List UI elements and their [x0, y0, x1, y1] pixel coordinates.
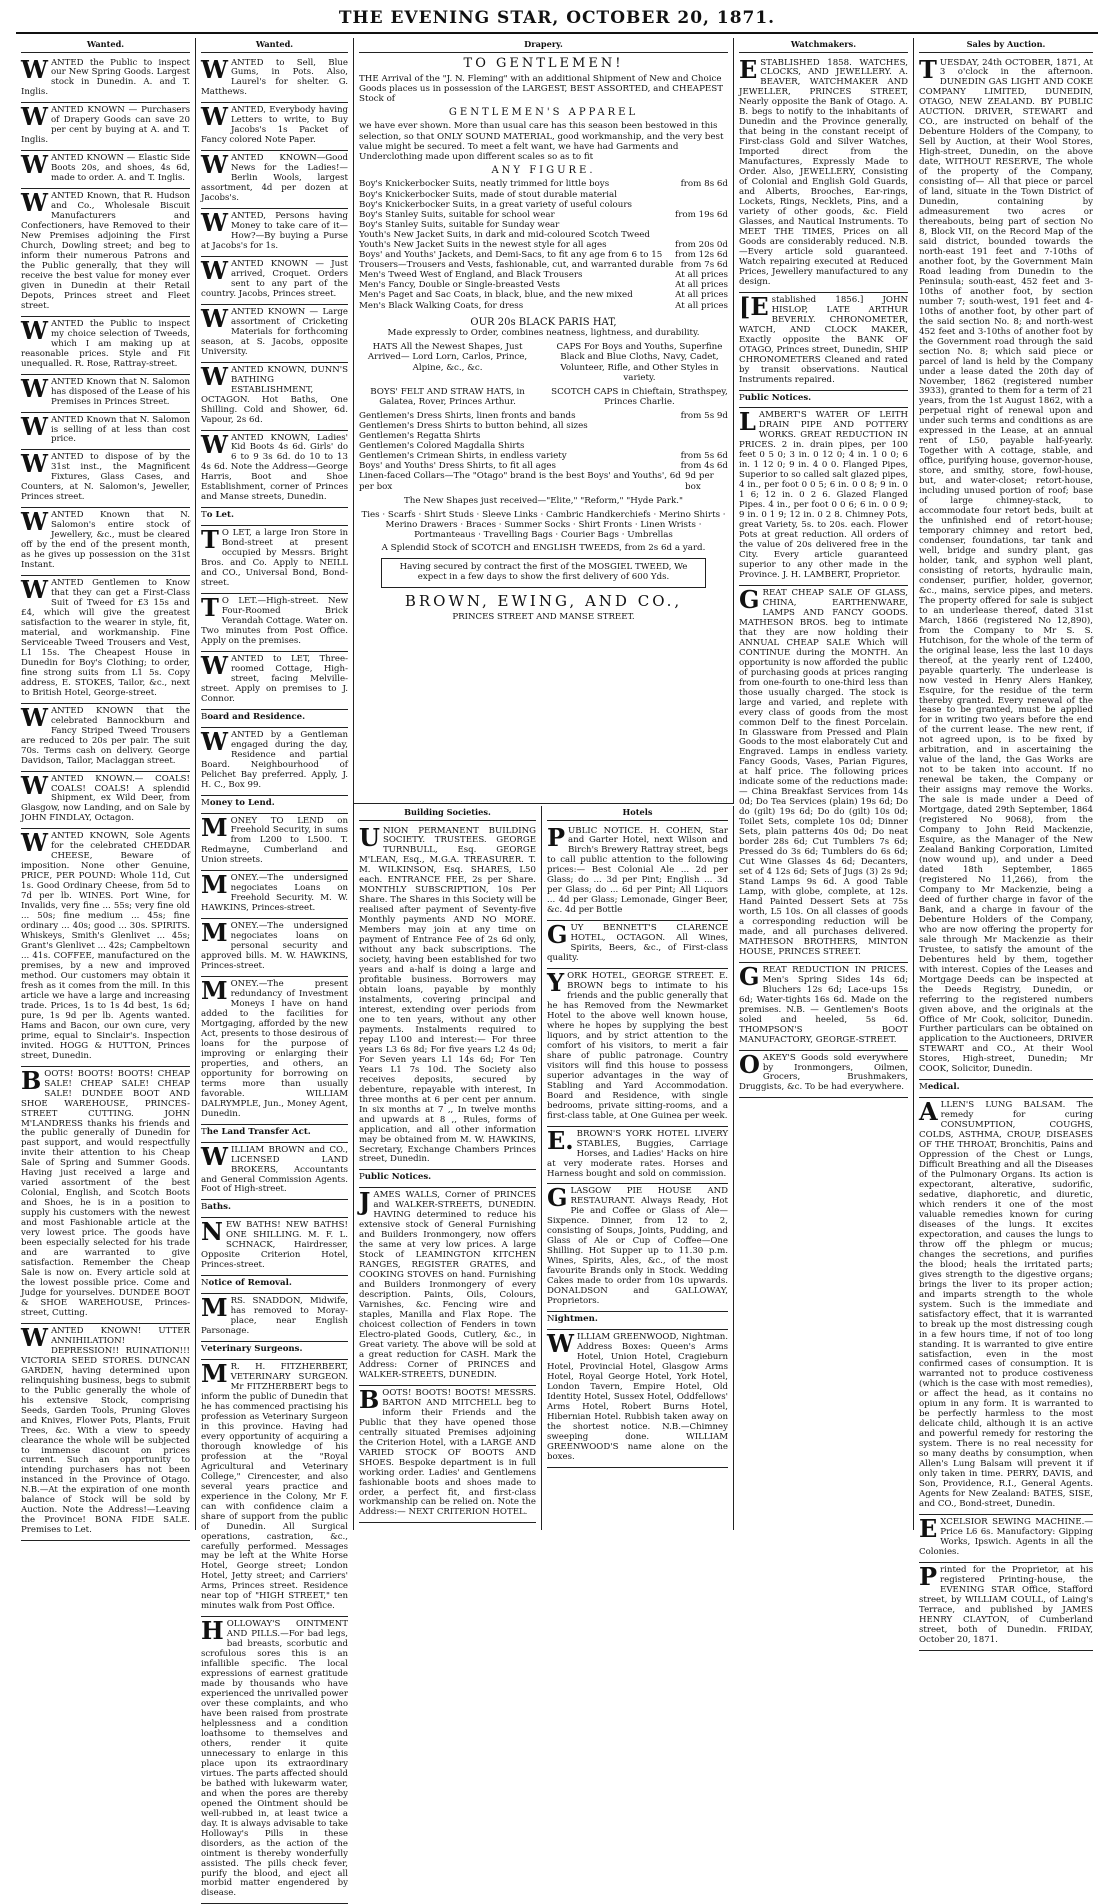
- advertisement: [547, 969, 728, 1127]
- advertisement: [21, 704, 190, 772]
- advertisement-text: [Established 1856.] JOHN HISLOP, LATE ARTHUR BEVERLY. CHRONOMETER, WATCH, AND CLOCK MAKER, Exactly opposite the BANK OF OTAGO, Princes street, Dunedin, SHIP CHRONOMETERS Cleaned and rated by transit observations. Nautical Instruments repaired.: [739, 291, 908, 385]
- column-heading: Wanted.: [201, 40, 348, 53]
- advertisement: [201, 363, 348, 431]
- shirt-row: [359, 451, 728, 461]
- advertisement: [547, 1184, 728, 1312]
- advertisement-text: Baths.: [201, 1202, 231, 1213]
- column-heading: Hotels: [547, 808, 728, 821]
- felt-scotch-row: [359, 387, 728, 407]
- advertisement-text: GREAT REDUCTION IN PRICES. Men's Spring Sides 14s 6d; Bluchers 12s 6d; Lace-ups 15s 6d; Water-tights 16s 6d. Made on the premises. N.B. — Gentlemen's Boots soled and heeled, 5s 6d. THOMPSON'S BOOT MANUFACTORY, GEORGE-STREET.: [739, 961, 908, 1045]
- scotch-caps-block: SCOTCH CAPS in Chieftain, Strathspey, Princes Charlie.: [551, 386, 728, 407]
- item-price: from 12s 6d: [675, 250, 728, 261]
- price-row: [359, 290, 728, 300]
- advertisement: [359, 824, 536, 1171]
- advertisement-text: Printed for the Proprietor, at his registered Printing-house, the EVENING STAR Office, Stafford street, by WILLIAM COULL, of Laing's Terrace, and published by JAMES HENRY CLAYTON, of Cumberland street, both of Dunedin. FRIDAY, October 20, 1871.: [919, 1561, 1093, 1645]
- advertisement-text: GUY BENNETT'S CLARENCE HOTEL, OCTAGON. All Wines, Spirits, Beers, &c., of First-class quality.: [547, 920, 728, 964]
- mosgiel-tweed-box: Having secured by contract the first of the MOSGIEL TWEED, We expect in a few days to show the first delivery of 600 Yds.: [381, 558, 706, 588]
- item-price: from 5s 9d: [680, 410, 728, 421]
- drapery-title: TO GENTLEMEN!: [463, 55, 624, 71]
- price-row: [359, 240, 728, 250]
- item-name: Linen-faced Collars—The "Otago" brand is the best Boys' and Youths', 6d per box: [359, 471, 681, 492]
- hats-block: HATS All the Newest Shapes, Just Arrived— Lord Lorn, Carlos, Prince, Alpine, &c., &c.: [367, 342, 528, 373]
- advertisement-text: The Land Transfer Act.: [201, 1126, 311, 1137]
- advertisement: [547, 1312, 728, 1330]
- shirt-row: [359, 441, 728, 451]
- advertisement: [201, 103, 348, 151]
- advertisement-text: MR. H. FITZHERBERT, VETERINARY SURGEON. Mr FITZHERBERT begs to inform the public of Dunedin that he has commenced practising his profession as Veterinary Surgeon in this province. Having had every opportunity of acquiring a thorough knowledge of his profession at the "Royal Agricultural and Veterinary College," Cirencester, and also several years practice and experience in the Colony, Mr F. can with confidence claim a share of support from the public of Dunedin. All Surgical operations, castration, &c., carefully performed. Messages may be left at the White Horse Hotel, George street; London Hotel, Jetty street; and Carriers' Arms, Princes street. Residence near top of "HIGH STREET," ten minutes walk from Post Office.: [201, 1359, 348, 1612]
- advertisement-text: WANTED to dispose of by the 31st inst., the Magnificent Fixtures, Glass Cases, and Counters, at N. Salomon's, Jeweller, Princes street.: [21, 449, 190, 503]
- shirt-row: [359, 461, 728, 471]
- column-4: [354, 806, 542, 1530]
- advertisement: [739, 391, 908, 409]
- advertisement-text: WANTED KNOWN, Sole Agents for the celebrated CHEDDAR CHEESE, Beware of imposition. None other Genuine, PRICE, PER POUND: Whole 11d, Cut 1s. Good Ordinary Cheese, from 5d to 7d per lb. WINES. Port Wine, for Invalids, very fine ... 55s; very fine old ... 50s; fine medium ... 45s; fine ordinary ... 40s; good ... 30s. SPIRITS. Whiskeys, Smith's Glenlivet ... 45s; Grant's Glenlivet ... 42s; Campbeltown ... 41s. COFFEE, manufactured on the premises, by a new and improved method. Our customers may obtain it fresh as it comes from the mill. In this article we have a large and increasing trade. Prices, 1s to 1s 4d best, 1s 6d; pure, 1s 9d per lb. Agents wanted. Hams and Bacon, our own cure, very prime, equal to Sinclair's. Inspection invited. HOGG & HUTTON, Princes street, Dunedin.: [21, 828, 190, 1061]
- caps-block: CAPS For Boys and Youths, Superfine Black and Blue Cloths, Navy, Cadet, Volunteer, Rifle, and Other Styles in variety.: [556, 342, 723, 383]
- advertisement: [201, 1200, 348, 1218]
- advertisement: [739, 963, 908, 1051]
- price-row: [359, 230, 728, 240]
- price-row: [359, 210, 728, 220]
- item-name: Gentlemen's Crimean Shirts, in endless variety: [359, 451, 567, 462]
- advertisement-text: WANTED KNOWN — Large assortment of Cricketing Materials for forthcoming season, at S. Jacobs, opposite University.: [201, 303, 348, 357]
- price-row: [359, 179, 728, 189]
- advertisement-text: WANTED KNOWN, DUNN'S BATHING ESTABLISHMENT, OCTAGON. Hot Baths, One Shilling. Cold and Shower, 6d. Vapour, 2s 6d.: [201, 361, 348, 425]
- item-name: Boy's Stanley Suits, suitable for Sunday wear: [359, 219, 560, 230]
- advertisement: [201, 1276, 348, 1294]
- advertisement-text: Money to Lend.: [201, 797, 275, 808]
- advertisement: [201, 594, 348, 652]
- price-row: [359, 260, 728, 270]
- item-name: Boy's Stanley Suits, suitable for school wear: [359, 209, 555, 220]
- item-name: Gentlemen's Dress Shirts to button behind, all sizes: [359, 421, 588, 431]
- column-5: [542, 806, 734, 1530]
- column-3: [354, 38, 734, 804]
- advertisement: [201, 431, 348, 509]
- advertisement: [919, 1515, 1093, 1563]
- advertisement-text: WILLIAM GREENWOOD, Nightman. Address Boxes: Queen's Arms Hotel, Union Hotel, Cragieburn Hotel, Provincial Hotel, Glasgow Arms Hotel, Royal George Hotel, York Hotel, London Tavern, Empire Hotel, Old Identity Hotel, Sussex Hotel, Oddfellows' Arms Hotel, Robert Burns Hotel, Hibernian Hotel. Rubbish taken away on the shortest notice. N.B.—Chimney sweeping done. WILLIAM GREENWOOD'S name alone on the boxes.: [547, 1329, 728, 1462]
- advertisement: [201, 1125, 348, 1143]
- advertisement-text: To Let.: [201, 510, 234, 521]
- item-name: Boy's Knickerbocker Suits, in a great variety of useful colours: [359, 199, 632, 210]
- advertisement-text: WANTED the Public to inspect our New Spring Goods. Largest stock in Dunedin. A. and T. Inglis.: [21, 54, 190, 98]
- advertisement: [201, 56, 348, 104]
- item-name: Youth's New Jacket Suits, in dark and mid-coloured Scotch Tweed: [359, 229, 650, 240]
- advertisement: [201, 796, 348, 814]
- advertisement-text: WANTED KNOWN! UTTER ANNIHILATION! DEPRESSION!! RUINATION!!! VICTORIA SEED STORES. DUNCAN GARDEN, having determined upon relinquishing business, begs to submit to the Public generally the whole of his extensive Stock, comprising Seeds, Garden Tools, Pruning Gloves and Knives, Flower Pots, Plants, Fruit Trees, &c. With a view to speedy clearance the whole will be subjected to immense discount on prices current. Such an opportunity to intending purchasers has not been instanced in the Province of Otago. N.B.—At the expiration of one month balance of Stock will be sold by Auction. Note the Address!—Leaving the Province! BONA FIDE SALE. Premises to Let.: [21, 1322, 190, 1536]
- advertisement-text: Medical.: [919, 1082, 960, 1093]
- advertisement-text: TO LET.—High-street. New Four-Roomed Brick Verandah Cottage. Water on. Two minutes from Post Office. Apply on the premises.: [201, 593, 348, 646]
- advertisement: [201, 652, 348, 710]
- drapery-intro-2: we have ever shown. More than usual care has this season been bestowed in this selection, so that ONLY SOUND MATERIAL, good workmanship, and the very best value might be secured. To meet a felt want, we have had Garments and Underclothing made upon different scales so as to fit: [359, 121, 724, 162]
- advertisement: [359, 1170, 536, 1188]
- shirt-row: [359, 471, 728, 491]
- item-name: Boy's Knickerbocker Suits, made of stout durable material: [359, 189, 617, 200]
- advertisement-text: WANTED KNOWN that the celebrated Bannockburn and Fancy Striped Tweed Trousers are reduced to 20s per pair. The suit 70s. Terms cash on delivery. George Davidson, Tailor, Maclaggan street.: [21, 702, 190, 766]
- advertisement-text: WANTED KNOWN — Purchasers of Drapery Goods can save 20 per cent by buying at A. and T. Inglis.: [21, 102, 190, 146]
- item-name: Men's Paget and Sac Coats, in black, blue, and the new mixed: [359, 290, 633, 301]
- hats-caps-row: [359, 342, 728, 382]
- advertisement: [21, 317, 190, 375]
- advertisement: [919, 56, 1093, 1081]
- advertisement: [739, 586, 908, 963]
- price-row: [359, 280, 728, 290]
- item-name: Youth's New Jacket Suits in the newest style for all ages: [359, 240, 607, 250]
- advertisement-text: MRS. SNADDON, Midwife, has removed to Moray-place, near English Parsonage.: [201, 1293, 348, 1337]
- advertisement-text: OAKEY'S Goods sold everywhere by Ironmongers, Oilmen, Grocers, Brushmakers, Druggists, &c. To be had everywhere.: [739, 1049, 908, 1093]
- advertisement-text: WANTED by a Gentleman engaged during the day, Residence and partial Board. Neighbourhood of Pelichet Bay preferred. Apply, J. H. C., Box 99.: [201, 726, 348, 790]
- advertisement-text: Notice of Removal.: [201, 1278, 292, 1289]
- advertisement-text: Nightmen.: [547, 1314, 598, 1325]
- advertisement: [547, 921, 728, 969]
- advertisement-text: Public Notices.: [359, 1172, 432, 1183]
- advertisement-text: GLASGOW PIE HOUSE AND RESTAURANT. Always Ready, Hot Pie and Coffee or Glass of Ale—Sixpence. Dinner, from 12 to 2, consisting of Soups, Joints, Pudding, and Glass of Ale or Cup of Coffee—One Shilling. Hot Supper up to 11.30 p.m. Wines, Spirits, Ales, &c., of the most favourite Brands only in Stock. Wedding Cakes made to order from 10s upwards. DONALDSON and GALLOWAY, Proprietors.: [547, 1183, 728, 1307]
- item-price: At all prices: [675, 290, 728, 301]
- price-row: [359, 200, 728, 210]
- advertisement-text: YORK HOTEL, GEORGE STREET. E. BROWN begs to intimate to his friends and the public generally that he has Removed from the Newmarket Hotel to the above well known house, where he hopes by supplying the best liquors, and by strict attention to the comfort of his visitors, to merit a fair share of public patronage. Country visitors will find this house to possess superior advantages in the way of Stabling and Yard Accommodation. Board and Residence, with single bedrooms, private sitting-rooms, and a first-class table, at One Guinea per week.: [547, 968, 728, 1121]
- advertisement: [201, 1294, 348, 1342]
- item-name: Trousers—Trousers and Vests, fashionable, cut, and warranted durable: [359, 260, 674, 271]
- advertisement-text: WANTED, Everybody having Letters to write, to Buy Jacobs's 1s Packet of Fancy colored Note Paper.: [201, 102, 348, 146]
- advertisement: [201, 1342, 348, 1360]
- boys-felt-block: BOYS' FELT AND STRAW HATS, in Galatea, Rover, Princes Arthur.: [370, 386, 525, 407]
- advertisement: [547, 1127, 728, 1185]
- price-row: [359, 301, 728, 311]
- advertisement: [21, 1067, 190, 1324]
- advertisement: [739, 408, 908, 585]
- item-name: Gentlemen's Regatta Shirts: [359, 431, 481, 442]
- advertisement: [201, 257, 348, 305]
- advertisement-text: WANTED KNOWN — Elastic Side Boots 20s, and shoes, 4s 6d, made to order. A. and T. Inglis.: [21, 150, 190, 184]
- advertisement-text: JAMES WALLS, Corner of PRINCES and WALKER-STREETS, DUNEDIN. HAVING determined to reduce his extensive stock of General Furnishing and Builders Ironmongery, now offers the same at very low prices. A large Stock of LEAMINGTON KITCHEN RANGES, REGISTER GRATES, and COOKING STOVES on hand. Furnishing and Builders Ironmongery of every description. Paints, Oils, Colours, Varnishes, &c. Fencing wire and staples, Manilla and Flax Rope. The choicest collection of Fenders in town Electro-plated Goods, Cutlery, &c., in Great variety. The above will be sold at a great reduction for CASH. Mark the Address: Corner of PRINCES and WALKER-STREETS, DUNEDIN.: [359, 1187, 536, 1380]
- advertisement-text: MONEY.—The undersigned negociates Loans on Freehold Security. M. W. HAWKINS, Princes-street.: [201, 870, 348, 914]
- advertisement: [201, 814, 348, 872]
- advertisement-text: WANTED Known that N. Salomon's entire stock of Jewellery, &c., must be cleared off by the end of the present month, as he gives up possession on the 31st Instant.: [21, 507, 190, 571]
- advertisement-text: Public Notices.: [739, 392, 812, 403]
- advertisement: [201, 919, 348, 977]
- drapery-subtitle-2: ANY FIGURE.: [491, 164, 596, 176]
- advertisement: [919, 1098, 1093, 1515]
- advertisement-text: MONEY.—The undersigned negociates loans on personal security and approved bills. M. W. HAWKINS, Princes-street.: [201, 918, 348, 972]
- advertisement: [201, 1143, 348, 1201]
- advertisement: [21, 375, 190, 413]
- price-row: [359, 270, 728, 280]
- advertisement: [359, 1188, 536, 1385]
- column-2: [196, 38, 354, 1899]
- advertisement-text: WILLIAM BROWN and CO., LICENSED LAND BROKERS, Accountants and General Commission Agents. Foot of High-street.: [201, 1141, 348, 1195]
- firm-name: BROWN, EWING, AND CO.,: [404, 592, 683, 611]
- advertisement: [547, 824, 728, 922]
- column-7: [914, 38, 1098, 1645]
- item-name: Gentlemen's Dress Shirts, linen fronts and bands: [359, 410, 576, 421]
- item-name: Boy's Knickerbocker Suits, neatly trimmed for little boys: [359, 179, 610, 190]
- item-price: At all prices: [675, 270, 728, 281]
- item-price: from 19s 6d: [675, 209, 728, 220]
- item-name: Men's Tweed West of England, and Black Trousers: [359, 270, 583, 281]
- shirt-row: [359, 411, 728, 421]
- advertisement-text: MONEY TO LEND on Freehold Security, in sums from L200 to L500. T. Redmayne, Cumberland and Union streets.: [201, 812, 348, 866]
- advertisement: [21, 1324, 190, 1541]
- masthead: THE EVENING STAR, OCTOBER 20, 1871.: [338, 8, 776, 28]
- advertisement: [201, 871, 348, 919]
- advertisement-text: WANTED KNOWN.— COALS! COALS! COALS! A splendid Shipment, ex Wild Deer, from Glasgow, now Landing, and on Sale by JOHN FINDLAY, Octagon.: [21, 770, 190, 824]
- masthead-rule: [16, 32, 1098, 34]
- item-price: from 20s 0d: [675, 240, 728, 250]
- shirt-row: [359, 431, 728, 441]
- advertisement-text: WANTED Known that N. Salomon is selling of at less than cost price.: [21, 411, 190, 445]
- advertisement-text: WANTED to Sell, Blue Gums, in Pots. Also, Laurel's for shelter. G. Matthews.: [201, 54, 348, 98]
- advertisement: [21, 56, 190, 104]
- item-price: from 8s 6d: [680, 179, 728, 190]
- advertisement: [919, 1080, 1093, 1098]
- drapery-subtitle: GENTLEMEN'S APPAREL: [448, 106, 639, 118]
- advertisement-text: ALLEN'S LUNG BALSAM. The remedy for curing CONSUMPTION, COUGHS, COLDS, ASTHMA, CROUP, DISEASES OF THE THROAT, Bronchitis, Pains and Oppression of the Chest or Lungs, Difficult Breathing and all the Diseases of the Pulmonary Organs. Its action is expectorant, alterative, sudorific, sedative, diaphoretic, and diuretic, which renders it one of the most valuable remedies known for curing diseases of the lungs. It excites expectoration, and causes the lungs to throw off the phlegm or mucus; changes the secretions, and purifies the blood; heals the irritated parts; gives strength to the digestive organs; brings the liver to its proper action; and imparts strength to the whole system. Such is the immediate and satisfactory effect, that it is warranted to break up the most distressing cough in a few hours time, if not of too long standing. It is warranted to give entire satisfaction, even in the most confirmed cases of consumption. It is warranted not to produce costiveness (which is the case with most remedies), or affect the head, as it contains no opium in any form. It is warranted to be perfectly harmless to the most delicate child, although it is an active and powerful remedy for restoring the system. There is no real necessity for so many deaths by consumption, when Allen's Lung Balsam will prevent it if only taken in time. PERRY, DAVIS, and Son, Providence, R.I., General Agents. Agents for New Zealand: BATES, SISE, and CO., Bond-street, Dunedin.: [919, 1097, 1093, 1510]
- advertisement-text: WANTED KNOWN, Ladies' Kid Boots 4s 6d. Girls' do 6 to 9 3s 6d. do 10 to 13 4s 6d. Note the Address—George Harris, Boot and Shoe Establishment, corner of Princes and Manse streets, Dunedin.: [201, 429, 348, 503]
- price-row: [359, 190, 728, 200]
- advertisement-text: WANTED KNOWN — Just arrived, Croquet. Orders sent to any part of the country. Jacobs, Princes street.: [201, 255, 348, 299]
- advertisement: [739, 293, 908, 391]
- advertisement-text: TUESDAY, 24th OCTOBER, 1871, At 3 o'clock in the afternoon. DUNEDIN GAS LIGHT AND COKE COMPANY LIMITED, DUNEDIN, OTAGO, NEW ZEALAND. BY PUBLIC AUCTION. DRIVER, STEWART and CO., are instructed on behalf of the Debenture Holders of the Company, to Sell by Auction, at their Wool Stores, High-street, Dunedin, on the above date, WITHOUT RESERVE, The whole of the property of the Company, consisting of— All that piece or parcel of land, situate in the Town District of Dunedin, containing by admeasurement two acres or thereabouts, being part of section No 8, Block VII, on the Record Map of the said district, bounded towards the north-east 191 feet and 7-10ths of another foot, by the Government Main Road leading from Dunedin to the Peninsula; south-east, 452 feet and 3-10ths of another foot, by section number 7; south-west, 191 feet and 4-10ths of another foot, by other part of the said section No. 8; and north-west 452 feet and 3-10ths of another foot by the Government road through the said section No. 8; which said piece or parcel of land is held by the Company under a lease dated the 20th day of November, 1862 (registered number 3933), granted to them for a term of 21 years, from the 1st August 1862, with a perpetual right of renewal upon and under such terms and conditions as are expressed in the Lease, at an annual rent of L50, payable half-yearly. Together with A cottage, stable, and office, purifying house, governor-house, store, and smithy, store, fowl-house, but, and water-closet; retort-house, including unused portion of roof; base of large chimney-stack, to accommodate four retort beds, built at the unfinished end of retort-house; temporary chimney and retort bed, condenser, foundations, tar tank and well, bridge and sundry plant, gas holder, tank, and syphon well plant, consisting of retorts, hydraulic main, condenser, purifier, holder, governor, &c., mains, service pipes, and meters. The property offered for sale is subject to an underlease thereof, dated 31st March, 1866 (registered No 12,890), from the Company to Mr S. S. Hutchison, for the whole of the term of the original lease, less the last 10 days thereof, at the yearly rent of L2400, payable quarterly. The underlease is now vested in Henry Alers Hankey, Esquire, for the residue of the term thereby granted. Every renewal of the lease to be granted, must be applied for in writing two years before the end of the current lease. The new rent, if not agreed upon, is to be fixed by arbitration, and in ascertaining the value of the land, the Gas Works are not to be taken into account. If no renewal be taken, the Company or their assigns may remove the Works. The sale is made under a Deed of Mortgage, dated 29th September, 1864 (registered No 9068), from the Company to John Reid Mackenzie, Esquire, as the Manager of the New Zealand Banking Corporation, Limited (now wound up), and under a Deed dated 18th September, 1865 (registered No 11,266), from the Company to Mr Mackenzie, being a deed of further charge in favor of the Bank, and a charge in favour of the Debenture Holders of the Company, who are now offering the property for sale through Mr Mackenzie as their Trustee, to satisfy the amount of the Debentures held by them, together with interest. Copies of the Leases and Mortgage Deeds can be inspected at the Deeds Registry, Dunedin, or referring to the registered numbers given above, and the originals at the Office of Mr Cook, solicitor, Dunedin. Further particulars can be obtained on application to the Auctioneers, DRIVER STEWART and CO., At their Wool Stores, High-street, Dunedin; Mr COOK, Solicitor, Dunedin.: [919, 54, 1093, 1075]
- advertisement: [201, 710, 348, 728]
- item-price: At all prices: [675, 300, 728, 311]
- item-name: Men's Fancy, Double or Single-breasted Vests: [359, 280, 560, 291]
- item-name: Boys' and Youths' Jackets, and Demi-Sacs, to fit any age from 6 to 15: [359, 250, 663, 261]
- advertisement: [201, 1360, 348, 1617]
- advertisement-text: WANTED KNOWN—Good News for the Ladies!—Berlin Wools, largest assortment, 4d per dozen at Jacobs's.: [201, 150, 348, 204]
- item-price: 9d per box: [685, 471, 714, 492]
- shirt-row: [359, 421, 728, 431]
- advertisement: [201, 151, 348, 209]
- column-heading: Watchmakers.: [739, 40, 908, 53]
- advertisement-text: WANTED to LET, Three-roomed Cottage, High-street, facing Melville-street. Apply on premises to J. Connor.: [201, 650, 348, 704]
- advertisement: [21, 413, 190, 451]
- misc-goods: Ties · Scarfs · Shirt Studs · Sleeve Links · Cambric Handkerchiefs · Merino Shirts · Merino Drawers · Braces · Summer Socks · Shirt Fronts · Linen Wrists · Portmanteaus · Travelling Bags · Courier Bags · Umbrellas: [361, 509, 726, 540]
- column-1: [16, 38, 196, 1536]
- advertisement-text: WANTED the Public to inspect my choice selection of Tweeds, which I am making up at reasonable prices. Style and Fit unequalled. R. Rose, Rattray-street.: [21, 315, 190, 369]
- advertisement: [201, 209, 348, 257]
- advertisement-text: E.BROWN'S YORK HOTEL LIVERY STABLES, Buggies, Carriage Horses, and Ladies' Hacks on hire at very moderate rates. Horses and Harness bought and sold on commission.: [547, 1125, 728, 1179]
- price-row: [359, 220, 728, 230]
- advertisement-text: ESTABLISHED 1858. WATCHES, CLOCKS, AND JEWELLERY. A. BEAVER, WATCHMAKER AND JEWELLER, PRINCES STREET, Nearly opposite the Bank of Otago. A. B. begs to notify to the inhabitants of Dunedin and the Province generally, that being in the constant receipt of First-class Gold and Silver Watches, Imported direct from the Manufactures, Expressly Made to Order. Also, JEWELLERY, Consisting of Colonial and English Gold Guards, and Alberts, Brooches, Ear-rings, Lockets, Rings, Necklets, Pins, and a variety of other goods, &c. Field Glasses, and Nautical Instruments. To MEET THE TIMES, Prices on all Goods are considerably reduced. N.B.—Every article sold guaranteed. Watch repairing executed at Reduced Prices, Jewellery manufactured to any design.: [739, 54, 908, 287]
- advertisement: [21, 576, 190, 704]
- advertisement: [201, 1218, 348, 1276]
- advertisement-text: Veterinary Surgeons.: [201, 1344, 303, 1355]
- advertisement: [739, 1051, 908, 1099]
- advertisement-text: NEW BATHS! NEW BATHS! ONE SHILLING. M. F. L. SCHNACK, Hairdresser, Opposite Criterion Hotel, Princes-street.: [201, 1217, 348, 1271]
- advertisement: [201, 508, 348, 526]
- item-name: Boys' and Youths' Dress Shirts, to fit all ages: [359, 461, 556, 472]
- advertisement-text: WANTED Gentlemen to Know that they can get a First-Class Suit of Tweed for £3 15s and £4, which will give the greatest satisfaction to the wearer in style, fit, material, and workmanship. Fine Serviceable Tweed Trousers and Vest, L1 15s. The Cheapest House in Dunedin for Boy's Clothing; to order, fine strong suits from L1 5s. Copy address, E. STOKES, Tailor, &c., next to British Hotel, George-street.: [21, 575, 190, 698]
- advertisement: [21, 103, 190, 151]
- advertisement-text: PUBLIC NOTICE. H. COHEN, Star and Garter Hotel, next Wilson and Birch's Brewery Rattray street, begs to call public attention to the following prices:— Best Colonial Ale ... 2d per Glass; do ... 3d per Pint; English ... 3d per Glass; do ... 6d per Pint; All Liquors ... 4d per Glass; Lemonade, Ginger Beer, &c. 4d per Bottle: [547, 822, 728, 916]
- advertisement: [21, 189, 190, 317]
- item-price: from 5s 6d: [680, 451, 728, 462]
- advertisement-text: WANTED Known, that R. Hudson and Co., Wholesale Biscuit Manufacturers and Confectioners, have Removed to their New Premises adjoining the First Church, Dowling street; and beg to inform their numerous Patrons and the Public generally, that they will receive the best value for money ever given in Dunedin at their Retail Depots, Princes street and Fleet street.: [21, 188, 190, 311]
- hat-title: OUR 20s BLACK PARIS HAT,: [470, 316, 617, 328]
- advertisement-text: TO LET, a large Iron Store in Bond-street at present occupied by Messrs. Bright Bros. and Co. Apply to NEILL and CO., Universal Bond, Bond-street.: [201, 525, 348, 589]
- item-price: At all prices: [675, 280, 728, 291]
- advertisement: [919, 1563, 1093, 1651]
- drapery-intro: THE Arrival of the "J. N. Fleming" with an additional Shipment of New and Choice Goods places us in possession of the LARGEST, BEST ASSORTED, and CHEAPEST Stock of: [359, 73, 724, 104]
- item-price: from 4s 6d: [680, 461, 728, 472]
- advertisement: [201, 1617, 348, 1904]
- advertisement: [201, 305, 348, 363]
- item-price: from 7s 6d: [680, 260, 728, 271]
- column-heading: Wanted.: [21, 40, 190, 53]
- column-heading: Sales by Auction.: [919, 40, 1093, 53]
- advertisement: [21, 508, 190, 576]
- advertisement: [201, 728, 348, 796]
- advertisement-text: HOLLOWAY'S OINTMENT AND PILLS.—For bad legs, bad breasts, scorbutic and scrofulous sores this is an infallible specific. The local expressions of earnest gratitude made by thousands who have experienced the unrivalled power over these complaints, and who have been raised from prostrate helplessness and a condition loathsome to themselves and others, render it quite unnecessary to enlarge in this place upon its extraordinary virtues. The parts affected should be bathed with lukewarm water, and when the pores are thereby opened the Ointment should be well-rubbed in, at least twice a day. It is always advisable to take Holloway's Pills in these disorders, as the action of the ointment is thereby wonderfully assisted. The pills check fever, purify the blood, and eject all morbid matter engendered by disease.: [201, 1616, 348, 1899]
- hat-subtitle: Made expressly to Order, combines neatness, lightness, and durability.: [387, 328, 700, 339]
- advertisement: [547, 1330, 728, 1468]
- column-6: [734, 38, 914, 1530]
- advertisement-text: BOOTS! BOOTS! BOOTS! MESSRS. BARTON AND MITCHELL beg to inform their Friends and the Public that they have opened those centrally situated Premises adjoining the Criterion Hotel, with a LARGE AND VARIED STOCK OF BOOTS AND SHOES. Bespoke department is in full working order. Ladies' and Gentlemens fashionable boots and shoes made to order, a perfect fit, and first-class workmanship can be relied on. Note the Address:— NEXT CRITERION HOTEL.: [359, 1384, 536, 1518]
- item-name: Gentlemen's Colored Magdalla Shirts: [359, 441, 525, 452]
- advertisement: [201, 977, 348, 1125]
- new-shapes: The New Shapes just received—"Elite," "Reform," "Hyde Park.": [403, 495, 684, 506]
- advertisement-text: GREAT CHEAP SALE OF GLASS, CHINA, EARTHENWARE, LAMPS AND FANCY GOODS. MATHESON BROS. beg to intimate that they are now holding their ANNUAL CHEAP SALE Which will CONTINUE during the MONTH. An opportunity is now afforded the public of purchasing goods at prices ranging from one-fourth to one-third less than those usually charged. The stock is large and varied, and replete with every class of goods from the most common Delf to the finest Porcelain. In Glassware from Pressed and Plain Goods to the most elaborately Cut and Engraved. Lamps in endless variety. Fancy Goods, Vases, Parian Figures, at half price. The following prices indicate some of the reductions made:— China Breakfast Services from 14s 0d; Do Tea Services (plain) 19s 6d; Do do (gilt) 19s 6d; Do do (gilt) 10s 0d; Toilet Sets, complete 10s 0d; Dinner Sets, plain patterns 40s 0d; Do neat border 28s 6d; Cut Tumblers 7s 6d; Pressed do 3s 6d; Tumblers do 6s 6d; Cut Wine Glasses 4s 6d; Decanters, set of 4 12s 6d; Sets of Jugs (3) 2s 9d; Stand Lamps 9s 6d. A good Table Lamp, with globe, complete, at 12s. Hand Painted Dessert Sets at 75s worth, L5 10s. On all classes of goods a corresponding reduction will be made, and all purchases delivered. MATHESON BROTHERS, MINTON HOUSE, PRINCES STREET.: [739, 584, 908, 957]
- advertisement-text: LAMBERT'S WATER OF LEITH DRAIN PIPE AND POTTERY WORKS. GREAT REDUCTION IN PRICES. 2 in. drain pipes, per 100 feet 0 5 0; 3 in. 0 12 0; 4 in. 1 0 0; 6 in. 1 12 0; 9 in. 4 0 0. Flanged Pipes, Superior to so called salt glazed pipes, 4 in., per foot 0 0 5; 6 in. 0 0 8; 9 in. 0 1 6; 12 in. 0 2 6. Glazed Flanged Pipes. 4 in., per foot 0 0 6; 6 in. 0 0 9; 9 in. 0 1 9; 12 in. 0 2 8. Chimney Pots, great Variety, 5s. to 20s. each. Flower Pots at great reduction. All orders of the value of 20s delivered free in the City. Every article guaranteed superior to any other made in the Province. J. H. LAMBERT, Proprietor.: [739, 407, 908, 580]
- advertisement-text: WANTED, Persons having Money to take care of it—How?—By buying a Purse at Jacobs's for 1s.: [201, 208, 348, 252]
- advertisement: [21, 829, 190, 1066]
- advertisement-text: BOOTS! BOOTS! BOOTS! CHEAP SALE! CHEAP SALE! CHEAP SALE! DUNDEE BOOT AND SHOE WAREHOUSE, PRINCES-STREET CUTTING. JOHN M'LANDRESS thanks his friends and the public generally of Dunedin for past support, and would respectfully invite their attention to his Cheap Sale of Spring and Summer Goods. Having just received a large and varied assortment of the best Colonial, English, and Scotch Boots and Shoes, he is in a position to supply his customers with the newest and most Fashionable article at the very lowest price. The goods have been especially selected for his trade and are warranted to give satisfaction. Remember the Cheap Sale is now on. Every article sold at the lowest possible price. Come and Judge for yourselves. DUNDEE BOOT & SHOE WAREHOUSE, Princes-street, Cutting.: [21, 1065, 190, 1318]
- advertisement: [21, 151, 190, 189]
- advertisement-text: WANTED Known that N. Salomon has disposed of the Lease of his Premises in Princes Street.: [21, 373, 190, 407]
- column-heading: Drapery.: [359, 40, 728, 53]
- tweeds-line: A Splendid Stock of SCOTCH and ENGLISH TWEEDS, from 2s 6d a yard.: [381, 543, 706, 554]
- advertisement: [359, 1386, 536, 1524]
- advertisement-text: Board and Residence.: [201, 711, 306, 722]
- advertisement-text: MONEY.—The present redundancy of Investment Moneys I have on hand added to the facilities for Mortgaging, afforded by the new Act, presents to those desirous of loans for the purpose of improving or enlarging their properties, and others, an opportunity for borrowing on terms more than usually favorable. WILLIAM DALRYMPLE, Jun., Money Agent, Dunedin.: [201, 976, 348, 1119]
- advertisement-text: EXCELSIOR SEWING MACHINE.— Price L6 6s. Manufactory: Gipping Works, Ipswich. Agents in all the Colonies.: [919, 1514, 1093, 1557]
- advertisement: [739, 56, 908, 293]
- advertisement-text: UNION PERMANENT BUILDING SOCIETY. TRUSTEES. GEORGE TURNBULL, Esq. GEORGE M'LEAN, Esq., M.G.A. TREASURER. T. M. WILKINSON, Esq. SHARES, L50 each. ENTRANCE FEE, 2s per Share. MONTHLY SUBSCRIPTION, 10s Per Share. The Shares in this Society will be realised after payment of Seventy-five Monthly payments AND NO MORE. Members may join at any time on payment of Entrance Fee of 2s 6d only, without any back subscriptions. The society, having been established for two years and a-half is doing a large and profitable business. Borrowers may obtain loans, payable by monthly instalments, covering principal and interest, extending over periods from one to ten years, without any other payments. Instalments required to repay L100 and interest:— For three years L3 6s 8d; For five years L2 4s 0d; For Seven years L1 14s 6d; For Ten Years L1 7s 10d. The Society also receives deposits, secured by debenture, repayable with interest, In three months at 6 per cent per annum. In six months at 7 ,, In twelve months and upwards at 8 ,, Rules, forms of application, and all other information may be obtained from M. W. HAWKINS, Secretary, Exchange Chambers Princes street, Dunedin.: [359, 822, 536, 1165]
- advertisement: [21, 772, 190, 830]
- advertisement: [21, 450, 190, 508]
- firm-address: PRINCES STREET AND MANSE STREET.: [452, 612, 635, 623]
- column-heading: Building Societies.: [359, 808, 536, 821]
- price-row: [359, 250, 728, 260]
- advertisement: [201, 526, 348, 594]
- item-name: Men's Black Walking Coats, for dress: [359, 300, 524, 311]
